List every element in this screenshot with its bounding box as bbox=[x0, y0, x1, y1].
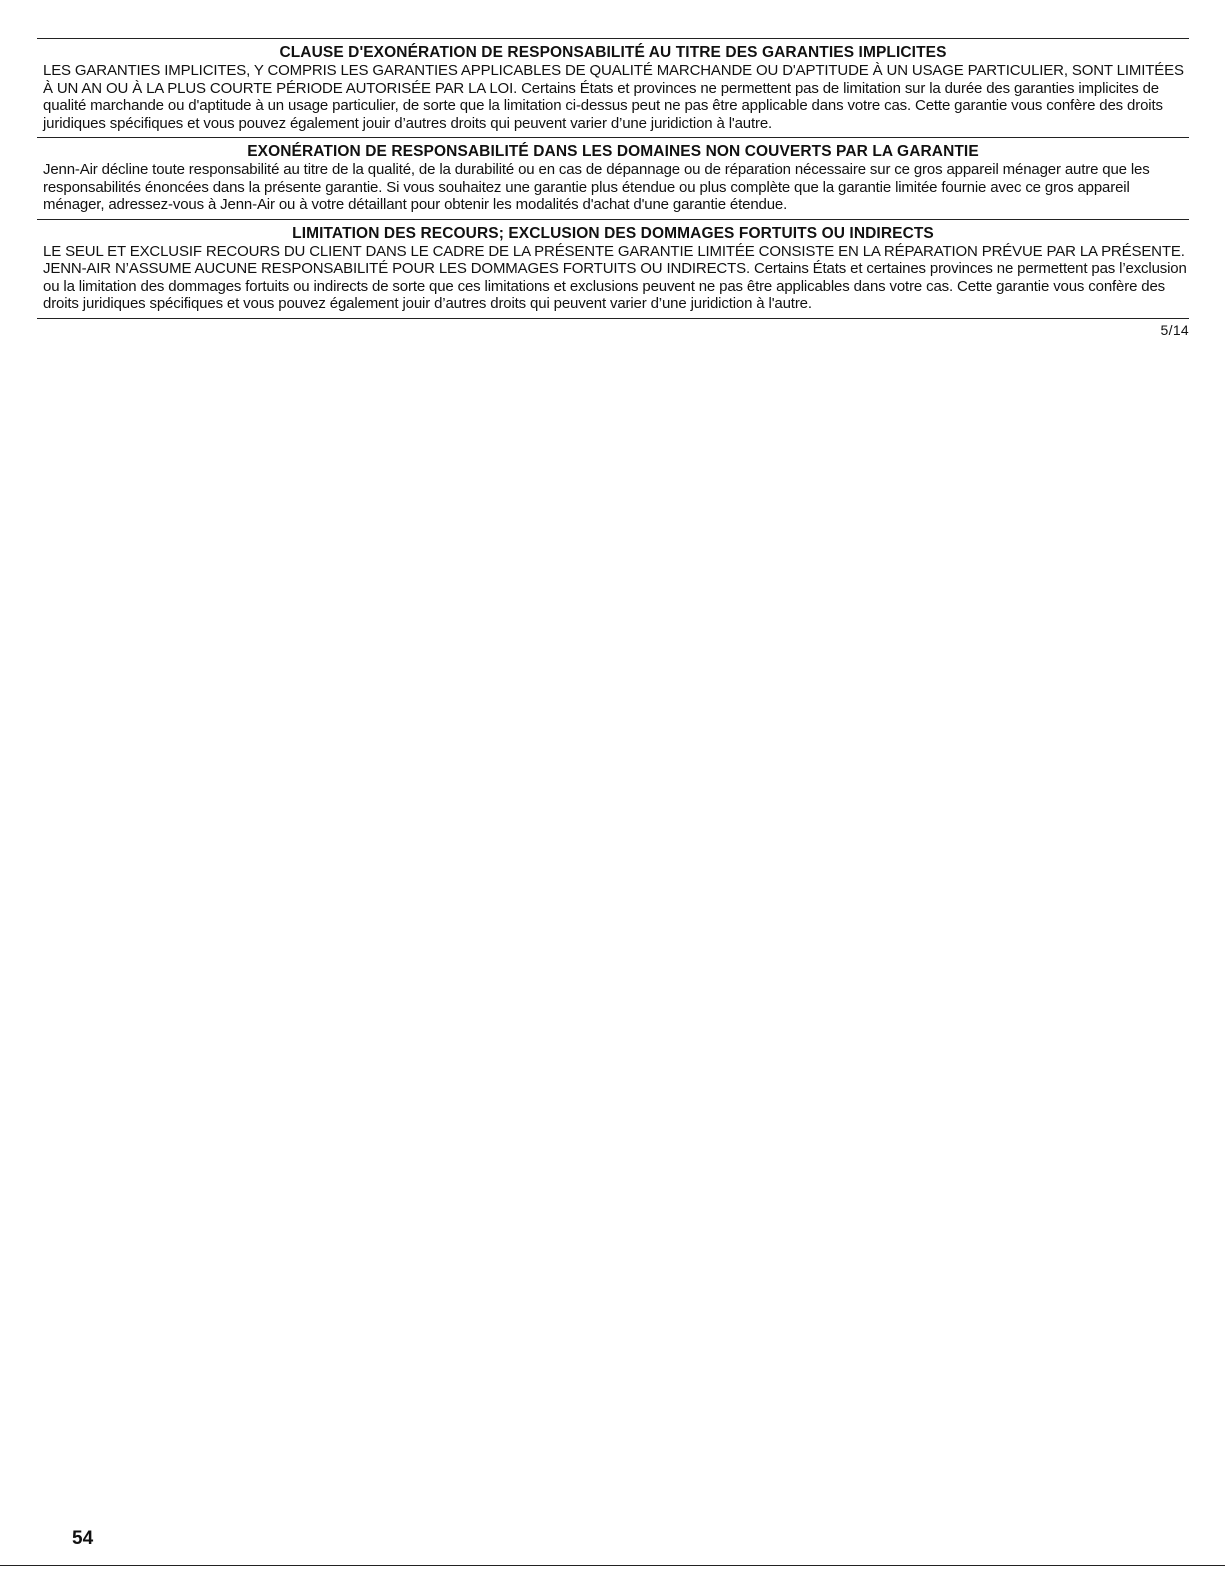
uncovered-areas-section bbox=[37, 138, 1189, 219]
warranty-document bbox=[37, 38, 1189, 338]
page-bottom-border bbox=[0, 1565, 1225, 1566]
section-body: Jenn-Air décline toute responsabilité au titre de la qualité, de la durabilité ou en cas de dépannage ou de réparation nécessaire sur ce gros appareil ménager autre que les responsabilités énoncées dans la présente garantie. Si vous souhaitez une garantie plus étendue ou plus complète que la garantie limitée fournie avec ce gros appareil ménager, adressez-vous à Jenn-Air ou à votre détaillant pour obtenir les modalités d'achat d'une garantie étendue. bbox=[43, 161, 1150, 213]
page-number: 54 bbox=[72, 1528, 94, 1549]
section-title: LIMITATION DES RECOURS; EXCLUSION DES DOMMAGES FORTUITS OU INDIRECTS bbox=[292, 224, 934, 242]
implied-warranty-section bbox=[37, 39, 1189, 137]
remedies-limitation-section bbox=[37, 220, 1189, 318]
section-body: LE SEUL ET EXCLUSIF RECOURS DU CLIENT DANS LE CADRE DE LA PRÉSENTE GARANTIE LIMITÉE CONSISTE EN LA RÉPARATION PRÉVUE PAR LA PRÉSENTE. JENN-AIR N’ASSUME AUCUNE RESPONSABILITÉ POUR LES DOMMAGES FORTUITS OU INDIRECTS. Certains États et certaines provinces ne permettent pas l’exclusion ou la limitation des dommages fortuits ou indirects de sorte que ces limitations et exclusions peuvent ne pas être applicables dans votre cas. Cette garantie vous confère des droits juridiques spécifiques et vous pouvez également jouir d’autres droits qui peuvent varier d’une juridiction à l'autre. bbox=[43, 242, 1187, 312]
section-title: CLAUSE D'EXONÉRATION DE RESPONSABILITÉ AU TITRE DES GARANTIES IMPLICITES bbox=[279, 44, 947, 61]
section-divider bbox=[37, 318, 1189, 319]
revision-date: 5/14 bbox=[1160, 321, 1189, 338]
section-title: EXONÉRATION DE RESPONSABILITÉ DANS LES DOMAINES NON COUVERTS PAR LA GARANTIE bbox=[247, 143, 979, 160]
section-body: LES GARANTIES IMPLICITES, Y COMPRIS LES GARANTIES APPLICABLES DE QUALITÉ MARCHANDE OU D'APTITUDE À UN USAGE PARTICULIER, SONT LIMITÉES À UN AN OU À LA PLUS COURTE PÉRIODE AUTORISÉE PAR LA LOI. Certains États et provinces ne permettent pas de limitation sur la durée des garanties implicites de qualité marchande ou d'aptitude à un usage particulier, de sorte que la limitation ci-dessus peut ne pas être applicable dans votre cas. Cette garantie vous confère des droits juridiques spécifiques et vous pouvez également jouir d’autres droits qui peuvent varier d’une juridiction à l'autre. bbox=[43, 62, 1184, 132]
